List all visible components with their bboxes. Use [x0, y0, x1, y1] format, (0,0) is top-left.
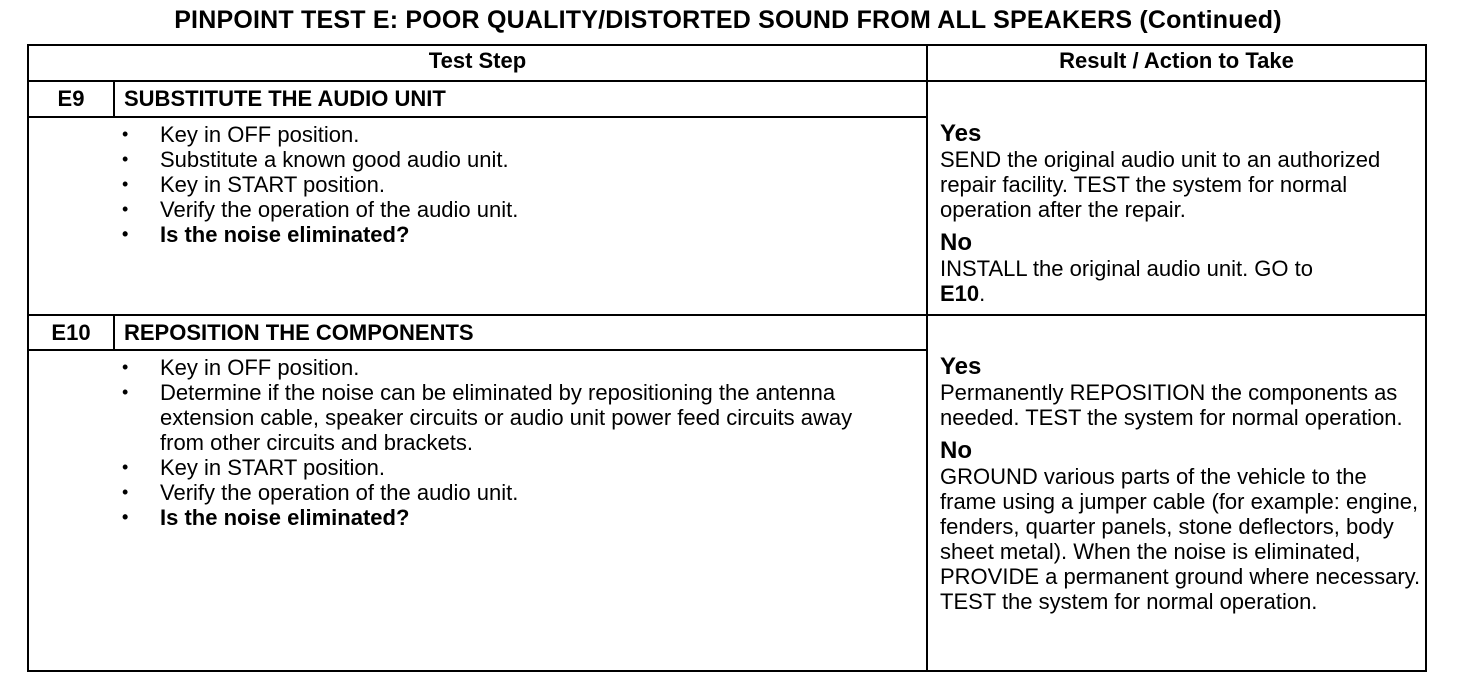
list-item: • Substitute a known good audio unit. [120, 147, 900, 172]
step-id-e9: E9 [57, 86, 85, 111]
column-header-test-step: Test Step [428, 48, 527, 73]
goto-ref-suffix: . [979, 281, 986, 306]
step-question-e10: • Is the noise eliminated? [120, 505, 860, 530]
no-action-e9 [940, 256, 1424, 306]
no-label-e9: No [940, 229, 972, 256]
column-header-result: Result / Action to Take [1059, 48, 1294, 73]
list-item: • Determine if the noise can be eliminated by repositioning the antenna extension cable, speaker circuits or audio unit power feed circuits away from other circuits and brackets. [120, 380, 860, 455]
no-action-text-e9: INSTALL the original audio unit. GO to [940, 256, 1313, 281]
result-e9 [940, 121, 1424, 314]
column-divider [926, 44, 928, 672]
step-heading-e9: SUBSTITUTE THE AUDIO UNIT [124, 86, 446, 111]
e9-heading-divider [27, 116, 928, 118]
list-item: • Key in OFF position. [120, 122, 900, 147]
step-id-e10: E10 [51, 320, 91, 345]
list-item: • Key in START position. [120, 172, 900, 197]
no-action-e10: GROUND various parts of the vehicle to the frame using a jumper cable (for example: engine, fenders, quarter panels, stone deflectors, body sheet metal). When the noise is eliminated, PROVIDE a permanent ground where necessary. TEST the system for normal operation. [940, 464, 1421, 614]
list-item: • Key in OFF position. [120, 355, 860, 380]
row-divider [27, 314, 1427, 316]
list-item: • Verify the operation of the audio unit. [120, 197, 900, 222]
page-title: PINPOINT TEST E: POOR QUALITY/DISTORTED SOUND FROM ALL SPEAKERS (Continued) [174, 6, 1282, 34]
yes-label-e9: Yes [940, 120, 982, 147]
yes-action-e9: SEND the original audio unit to an authorized repair facility. TEST the system for normal operation after the repair. [940, 147, 1381, 222]
e10-heading-divider [27, 349, 928, 351]
step-list-e9 [120, 122, 900, 247]
yes-action-e10: Permanently REPOSITION the components as needed. TEST the system for normal operation. [940, 380, 1403, 430]
header-divider [27, 80, 1427, 82]
e9-id-divider [113, 80, 115, 118]
list-item: • Verify the operation of the audio unit. [120, 480, 860, 505]
no-label-e10: No [940, 437, 972, 464]
e10-id-divider [113, 314, 115, 351]
yes-label-e10: Yes [940, 353, 982, 380]
step-heading-e10: REPOSITION THE COMPONENTS [124, 320, 474, 345]
result-e10 [940, 354, 1424, 622]
list-item: • Key in START position. [120, 455, 860, 480]
step-list-e10 [120, 355, 860, 530]
step-question-e9: • Is the noise eliminated? [120, 222, 900, 247]
goto-ref-e10: E10 [940, 281, 980, 306]
